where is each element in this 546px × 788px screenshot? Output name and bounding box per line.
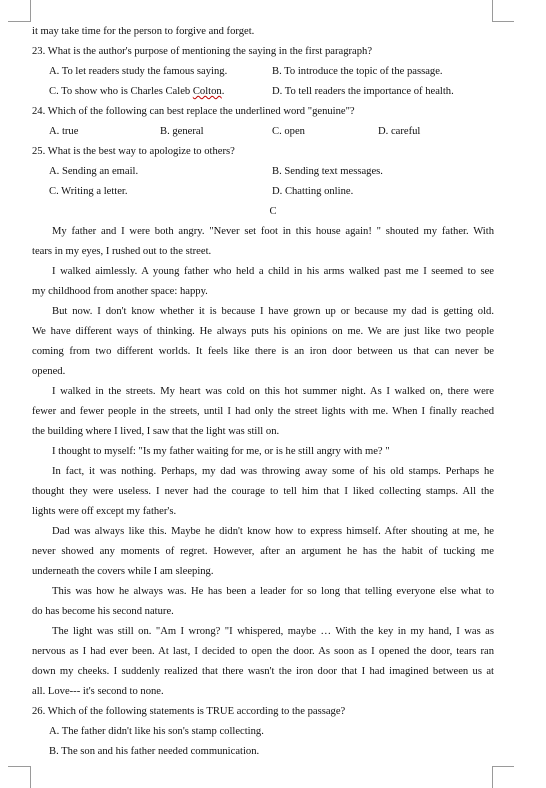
- passage-line: In fact, it was nothing. Perhaps, my dad was throwing away some of his old stamps. Perhaps he: [52, 466, 494, 477]
- passage-line: I walked in the streets. My heart was cold on this hot summer night. As I walked on, there were: [52, 386, 494, 397]
- crop-mark-bottom-left-horizontal: [8, 766, 31, 767]
- passage-line: never showed any moments of regret. However, after an argument he has the habit of tucking me: [32, 546, 494, 557]
- passage-line: coming from two different worlds. It feels like there is an iron door between us that can never be: [32, 346, 494, 357]
- crop-mark-top-left-vertical: [30, 0, 31, 22]
- passage-line: all. Love--- it's second to none.: [32, 686, 164, 697]
- question-25-option-c: C. Writing a letter.: [49, 186, 128, 197]
- passage-line: nervous as I had ever been. At last, I decided to open the door. As soon as I opened the door, tears ran: [32, 646, 494, 657]
- question-24-option-b: B. general: [160, 126, 204, 137]
- spellcheck-underlined-word: Colton: [192, 86, 222, 97]
- passage-line: fewer and fewer people in the streets, until I had only the street lights with me. When I finally reached: [32, 406, 494, 417]
- question-24-stem: 24. Which of the following can best replace the underlined word "genuine"?: [32, 106, 355, 117]
- question-25-option-b: B. Sending text messages.: [272, 166, 383, 177]
- passage-line: We have different ways of thinking. He always puts his opinions on me. We are just like two people: [32, 326, 494, 337]
- option-c-text: C. To show who is Charles Caleb: [49, 86, 193, 97]
- question-23-option-a: A. To let readers study the famous saying.: [49, 66, 228, 77]
- passage-line: tears in my eyes, I rushed out to the street.: [32, 246, 212, 257]
- question-26-option-a: A. The father didn't like his son's stamp collecting.: [49, 726, 264, 737]
- passage-line: Dad was always like this. Maybe he didn't know how to express himself. After shouting at me, he: [52, 526, 494, 537]
- passage-line: opened.: [32, 366, 66, 377]
- passage-line: My father and I were both angry. "Never set foot in this house again! " shouted my father. With: [52, 226, 494, 237]
- question-25-option-a: A. Sending an email.: [49, 166, 139, 177]
- passage-line: down my cheeks. I suddenly realized that there wasn't the iron door that I had imagined between us at: [32, 666, 494, 677]
- option-c-period: .: [221, 86, 225, 97]
- question-23-option-b: B. To introduce the topic of the passage.: [272, 66, 443, 77]
- question-25-option-d: D. Chatting online.: [272, 186, 354, 197]
- crop-mark-top-right-horizontal: [492, 21, 514, 22]
- passage-line: thought they were useless. I never had the courage to tell him that I liked collecting stamps. All the: [32, 486, 494, 497]
- crop-mark-bottom-left-vertical: [30, 766, 31, 788]
- crop-mark-top-left-horizontal: [8, 21, 31, 22]
- question-26-stem: 26. Which of the following statements is TRUE according to the passage?: [32, 706, 346, 717]
- crop-mark-bottom-right-vertical: [492, 766, 493, 788]
- passage-line: But now. I don't know whether it is because I have grown up or because my dad is getting old.: [52, 306, 494, 317]
- passage-line: I walked aimlessly. A young father who held a child in his arms walked past me I seemed to see: [52, 266, 494, 277]
- continuation-line: it may take time for the person to forgive and forget.: [32, 26, 255, 37]
- passage-line: underneath the covers while I am sleeping.: [32, 566, 214, 577]
- question-24-option-a: A. true: [49, 126, 79, 137]
- crop-mark-top-right-vertical: [492, 0, 493, 22]
- section-heading-c: C: [269, 206, 277, 217]
- passage-line: do has become his second nature.: [32, 606, 174, 617]
- passage-line: my childhood from another space: happy.: [32, 286, 208, 297]
- passage-line: the building where I lived, I saw that the light was still on.: [32, 426, 280, 437]
- question-25-stem: 25. What is the best way to apologize to others?: [32, 146, 235, 157]
- crop-mark-bottom-right-horizontal: [492, 766, 514, 767]
- passage-line: lights were off except my father's.: [32, 506, 177, 517]
- question-23-option-d: D. To tell readers the importance of health.: [272, 86, 454, 97]
- question-23-option-c: [49, 86, 224, 97]
- passage-line: This was how he always was. He has been a leader for so long that telling everyone else what to: [52, 586, 494, 597]
- passage-line: The light was still on. "Am I wrong? "I whispered, maybe … With the key in my hand, I was as: [52, 626, 494, 637]
- passage-line: I thought to myself: "Is my father waiting for me, or is he still angry with me? ": [52, 446, 390, 457]
- question-23-stem: 23. What is the author's purpose of mentioning the saying in the first paragraph?: [32, 46, 373, 57]
- question-24-option-d: D. careful: [378, 126, 421, 137]
- question-24-option-c: C. open: [272, 126, 305, 137]
- question-26-option-b: B. The son and his father needed communication.: [49, 746, 260, 757]
